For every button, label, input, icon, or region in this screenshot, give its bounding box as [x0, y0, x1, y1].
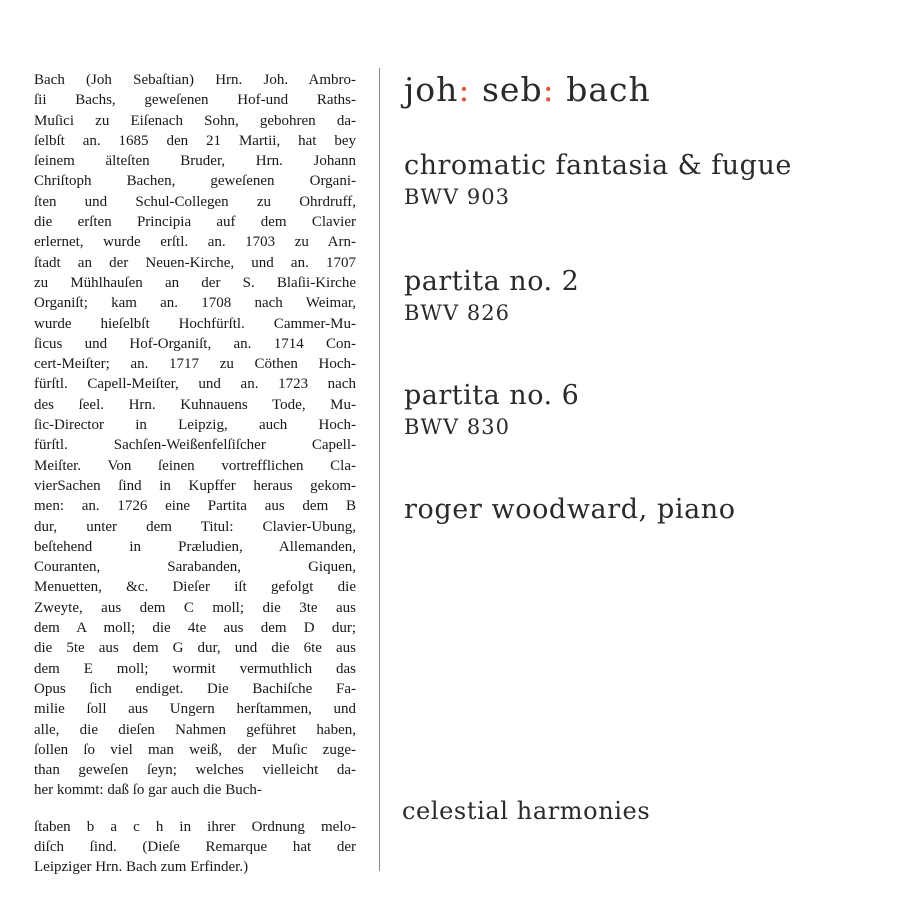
facsimile-line: her kommt: daß ſo gar auch die Buch- [34, 782, 262, 799]
facsimile-line: die 5te aus dem G dur, und die 6te aus [34, 640, 356, 657]
work-title: partita no. 6 [404, 380, 580, 411]
facsimile-line: Zweyte, aus dem C moll; die 3te aus [34, 599, 356, 616]
facsimile-line: Leipziger Hrn. Bach zum Erfinder.) [34, 859, 249, 876]
composer-separator-2: : [542, 70, 555, 109]
facsimile-line: die erſten Principia auf dem Clavier [34, 214, 356, 231]
facsimile-line: men: an. 1726 eine Partita aus dem B [34, 498, 356, 515]
work-title: partita no. 2 [404, 266, 580, 297]
facsimile-line: than geweſen ſeyn; welches vielleicht da- [34, 762, 356, 779]
facsimile-line: alle, die dieſen Nahmen geführet haben, [34, 721, 356, 738]
facsimile-line: milie ſoll aus Ungern herſtammen, und [34, 701, 356, 718]
facsimile-line: fürſtl. Sachſen-Weißenfelſiſcher Capell- [34, 437, 356, 454]
facsimile-line: ſollen ſo viel man weiß, der Muſic zuge- [34, 741, 356, 758]
facsimile-line: Meiſter. Von ſeinen vortrefflichen Cla- [34, 457, 356, 474]
facsimile-line: ſelbſt an. 1685 den 21 Martii, hat bey [34, 132, 356, 149]
facsimile-line: beſtehend in Præludien, Allemanden, [34, 538, 356, 555]
composer-part-1: joh [404, 70, 459, 109]
vertical-divider [379, 68, 380, 871]
facsimile-line: ſtadt an der Neuen-Kirche, und an. 1707 [34, 254, 356, 271]
work-bwv: BWV 830 [404, 415, 510, 439]
facsimile-line: erlernet, wurde erſtl. an. 1703 zu Arn- [34, 234, 356, 251]
facsimile-line: Chriſtoph Bachen, geweſenen Organi- [34, 173, 356, 190]
facsimile-line: ſicus und Hof-Organiſt, an. 1714 Con- [34, 335, 356, 352]
facsimile-line: dem E moll; wormit vermuthlich das [34, 660, 356, 677]
facsimile-line: Organiſt; kam an. 1708 nach Weimar, [34, 295, 356, 312]
work-item [404, 380, 579, 439]
facsimile-line: Menuetten, &c. Dieſer iſt gefolgt die [34, 579, 356, 596]
facsimile-closing [34, 817, 356, 878]
facsimile-line: cert-Meiſter; an. 1717 zu Cöthen Hoch- [34, 356, 356, 373]
work-title: chromatic fantasia & fugue [404, 150, 792, 181]
facsimile-line: wurde hieſelbſt Hochfürſtl. Cammer-Mu- [34, 315, 356, 332]
work-item [404, 150, 792, 209]
facsimile-line: zu Mühlhauſen an der S. Blaſii-Kirche [34, 274, 356, 291]
record-label: celestial harmonies [402, 797, 651, 825]
facsimile-line: Couranten, Sarabanden, Giquen, [34, 559, 356, 576]
work-bwv: BWV 826 [404, 301, 510, 325]
facsimile-line: dem A moll; die 4te aus dem D dur; [34, 620, 356, 637]
facsimile-line: ſten und Schul-Collegen zu Ohrdruff, [34, 193, 356, 210]
facsimile-line: ſeinem älteſten Bruder, Hrn. Johann [34, 153, 356, 170]
facsimile-line: des ſeel. Hrn. Kuhnauens Tode, Mu- [34, 396, 356, 413]
facsimile-line: Bach (Joh Sebaſtian) Hrn. Joh. Ambro- [34, 72, 356, 88]
work-bwv: BWV 903 [404, 185, 510, 209]
facsimile-body [34, 70, 356, 801]
facsimile-line: ſic-Director in Leipzig, auch Hoch- [34, 417, 356, 434]
composer-separator-1: : [458, 70, 471, 109]
facsimile-line: Opus ſich endiget. Die Bachiſche Fa- [34, 680, 356, 697]
facsimile-line: dur, unter dem Titul: Clavier-Ubung, [34, 518, 356, 535]
composer-part-2: seb [470, 70, 543, 109]
facsimile-line: diſch ſind. (Dieſe Remarque hat der [34, 838, 356, 855]
facsimile-line: ſtaben b a c h in ihrer Ordnung melo- [34, 818, 356, 835]
facsimile-gap [34, 801, 356, 817]
facsimile-line: fürſtl. Capell-Meiſter, und an. 1723 nach [34, 376, 356, 393]
facsimile-line: Muſici zu Eiſenach Sohn, gebohren da- [34, 112, 356, 129]
composer-part-3: bach [554, 70, 651, 109]
facsimile-line: ſii Bachs, geweſenen Hof-und Raths- [34, 92, 356, 109]
composer-name [404, 70, 651, 109]
facsimile-text [34, 70, 356, 878]
facsimile-line: vierSachen ſind in Kupffer heraus gekom- [34, 477, 356, 494]
work-item [404, 266, 579, 325]
performer: roger woodward, piano [404, 494, 736, 525]
